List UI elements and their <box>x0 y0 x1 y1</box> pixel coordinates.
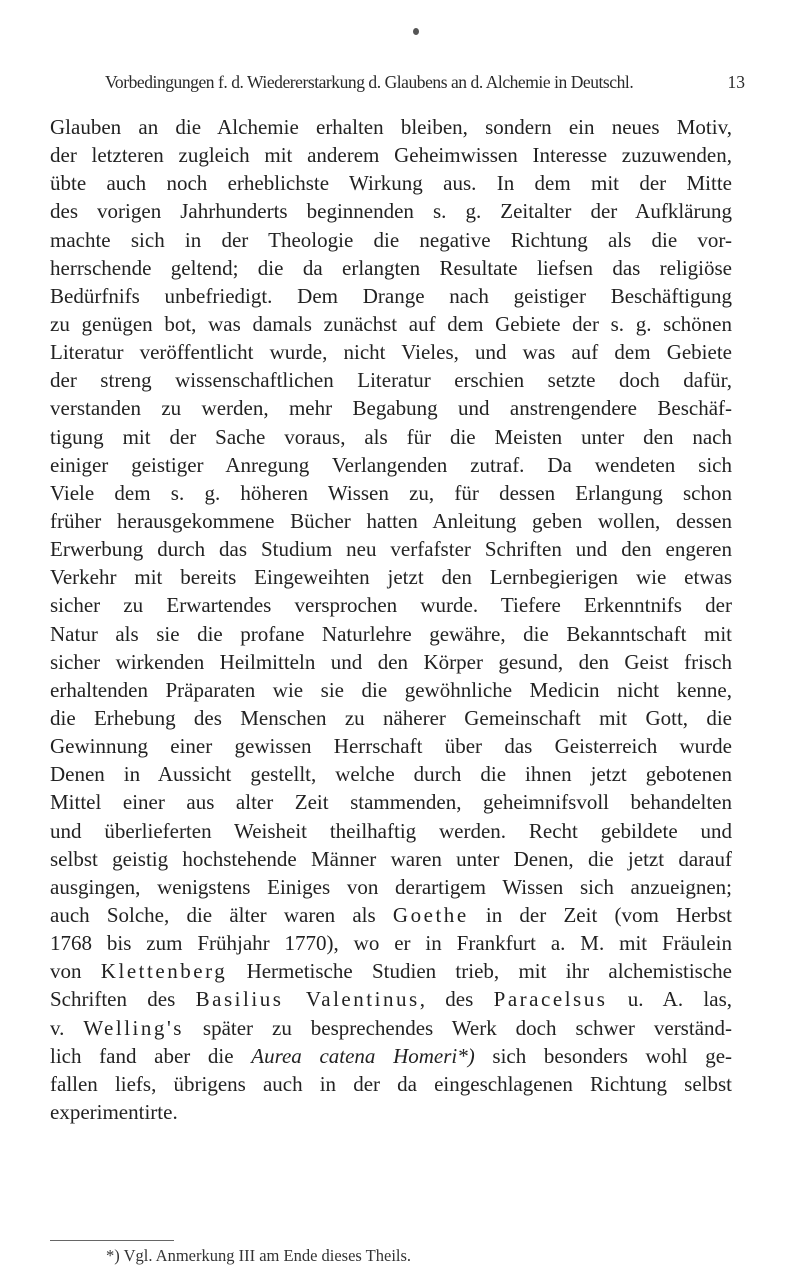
italic-title-aurea-catena: Aurea catena Homeri*) <box>251 1043 475 1068</box>
running-header <box>105 72 745 93</box>
text-line: zu genügen bot, was damals zunächst auf dem Gebiete der s. g. schönen <box>50 311 732 336</box>
text-line: der letzteren zugleich mit anderem Geheimwissen Interesse zuzuwenden, <box>50 143 732 168</box>
text-segment: später zu besprechendes Werk doch schwer verständ- <box>202 1015 732 1040</box>
text-line <box>50 901 732 929</box>
text-line: Gewinnung einer gewissen Herrschaft über das Geisterreich wurde <box>50 734 732 759</box>
text-segment: sich besonders wohl ge- <box>492 1043 732 1068</box>
text-line: selbst geistig hochstehende Männer waren unter Denen, die jetzt darauf <box>50 846 732 871</box>
spaced-name-goethe: Goethe <box>392 902 469 927</box>
spaced-name-klettenberg: Klettenberg <box>100 959 228 984</box>
text-line: und überlieferten Weisheit theilhaftig werden. Recht gebildete und <box>50 818 732 843</box>
text-segment: v. <box>50 1015 65 1040</box>
text-line: Bedürfnifs unbefriedigt. Dem Drange nach geistiger Beschäftigung <box>50 283 732 308</box>
text-line: des vorigen Jahrhunderts beginnenden s. g. Zeitalter der Aufklärung <box>50 199 732 224</box>
text-line-last: experimentirte. <box>50 1099 178 1124</box>
text-line <box>50 985 732 1013</box>
text-line: 1768 bis zum Frühjahr 1770), wo er in Frankfurt a. M. mit Fräulein <box>50 931 732 956</box>
text-line: Erwerbung durch das Studium neu verfafster Schriften und den engeren <box>50 537 732 562</box>
text-line: sicher zu Erwartendes versprochen wurde. Tiefere Erkenntnifs der <box>50 593 732 618</box>
text-line: Verkehr mit bereits Eingeweihten jetzt den Lernbegierigen wie etwas <box>50 565 732 590</box>
spaced-name-welling: Welling's <box>83 1015 184 1040</box>
text-segment: Hermetische Studien trieb, mit ihr alchemistische <box>246 959 732 984</box>
text-line: Denen in Aussicht gestellt, welche durch die ihnen jetzt gebotenen <box>50 762 732 787</box>
printed-dot-mark <box>413 28 419 35</box>
text-line: die Erhebung des Menschen zu näherer Gemeinschaft mit Gott, die <box>50 705 732 730</box>
text-line: Literatur veröffentlicht wurde, nicht Vieles, und was auf dem Gebiete <box>50 340 732 365</box>
text-line: Glauben an die Alchemie erhalten bleiben, sondern ein neues Motiv, <box>50 115 732 139</box>
text-line: machte sich in der Theologie die negative Richtung als die vor- <box>50 227 732 252</box>
text-line: tigung mit der Sache voraus, als für die Meisten unter den nach <box>50 424 732 449</box>
text-segment: Schriften des <box>50 987 176 1012</box>
text-segment: auch Solche, die älter waren als <box>50 902 376 927</box>
text-line: einiger geistiger Anregung Verlangenden zutraf. Da wendeten sich <box>50 452 732 477</box>
text-line: erhaltenden Präparaten wie sie die gewöhnliche Medicin nicht kenne, <box>50 677 732 702</box>
text-segment: u. A. las, <box>627 987 732 1012</box>
footnote: *) Vgl. Anmerkung III am Ende dieses Theils. <box>106 1246 412 1265</box>
text-line <box>50 1042 732 1070</box>
text-segment: in der Zeit (vom Herbst <box>485 902 732 927</box>
body-paragraph <box>50 113 732 1126</box>
text-line: herrschende geltend; die da erlangten Resultate liefsen das religiöse <box>50 255 732 280</box>
text-line: Mittel einer aus alter Zeit stammenden, geheimnifsvoll behandelten <box>50 790 732 815</box>
text-segment: , des <box>419 987 474 1012</box>
text-line: übte auch noch erheblichste Wirkung aus. In dem mit der Mitte <box>50 171 732 196</box>
text-line: früher herausgekommene Bücher hatten Anleitung geben wollen, dessen <box>50 508 732 533</box>
text-line: ausgingen, wenigstens Einiges von derartigem Wissen sich anzueignen; <box>50 874 732 899</box>
text-line: Natur als sie die profane Naturlehre gewähre, die Bekanntschaft mit <box>50 621 732 646</box>
text-line: der streng wissenschaftlichen Literatur erschien setzte doch dafür, <box>50 368 732 393</box>
page-number: 13 <box>727 72 745 92</box>
spaced-name-basilius-valentinus: Basilius Valentinus <box>195 987 420 1012</box>
running-title: Vorbedingungen f. d. Wiedererstarkung d. Glaubens an d. Alchemie in Deutschl. <box>105 72 634 92</box>
text-line: Viele dem s. g. höheren Wissen zu, für dessen Erlangung schon <box>50 480 732 505</box>
spaced-name-paracelsus: Paracelsus <box>493 987 608 1012</box>
text-line: verstanden zu werden, mehr Begabung und anstrengendere Beschäf- <box>50 396 732 421</box>
text-line <box>50 1014 732 1042</box>
text-segment: lich fand aber die <box>50 1043 234 1068</box>
text-line: fallen liefs, übrigens auch in der da eingeschlagenen Richtung selbst <box>50 1071 732 1096</box>
text-line <box>50 957 732 985</box>
text-line: sicher wirkenden Heilmitteln und den Körper gesund, den Geist frisch <box>50 649 732 674</box>
footnote-rule <box>50 1240 174 1241</box>
text-segment: von <box>50 959 82 984</box>
